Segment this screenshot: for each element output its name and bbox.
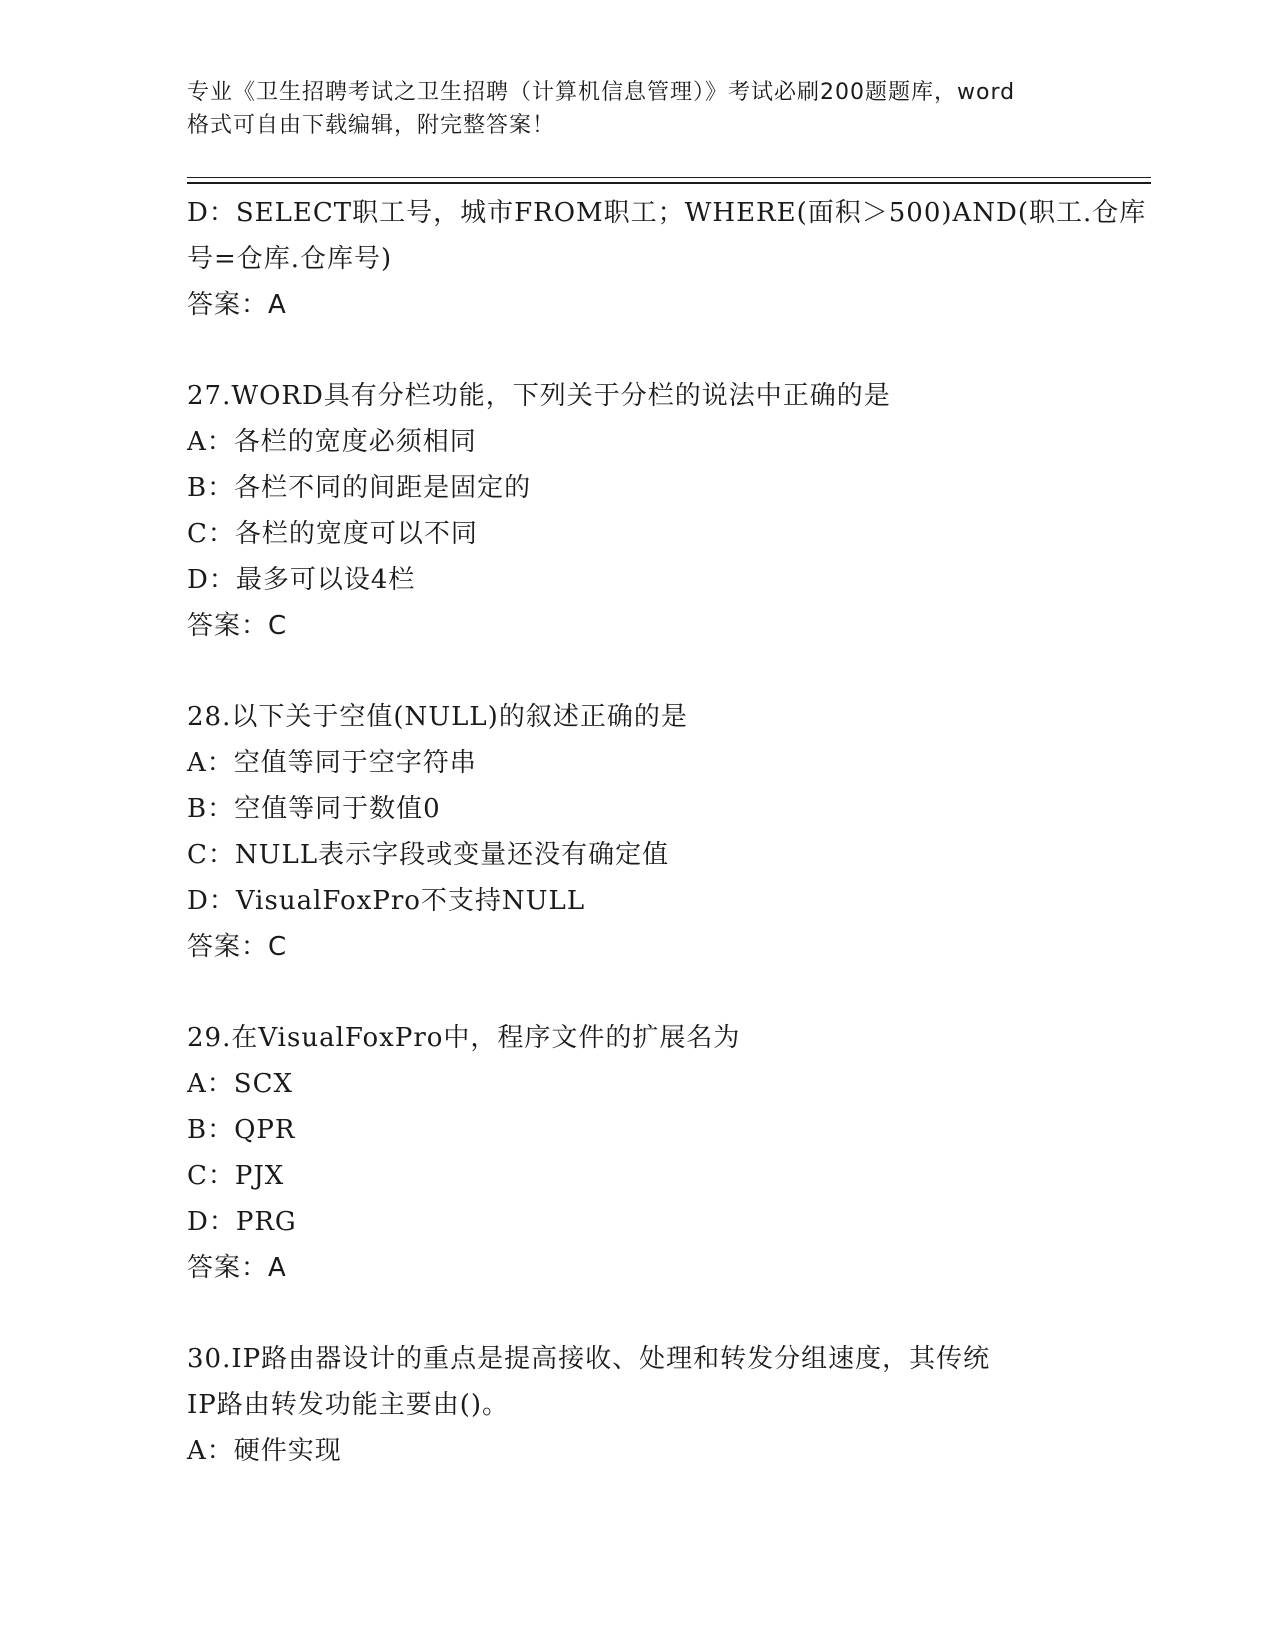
block-spacer xyxy=(187,970,1087,1015)
block-spacer xyxy=(187,328,1087,373)
question-stem-continued: IP路由转发功能主要由()。 xyxy=(187,1390,510,1420)
option-a: A：硬件实现 xyxy=(187,1436,342,1466)
header-line-1: 专业《卫生招聘考试之卫生招聘（计算机信息管理）》考试必刷200题题库，word xyxy=(187,80,1016,105)
option-d: D：PRG xyxy=(187,1207,297,1237)
answer-line: 答案：C xyxy=(187,932,288,962)
question-list xyxy=(187,190,1147,1474)
answer-line: 答案：A xyxy=(187,290,287,320)
header-line-2: 格式可自由下载编辑，附完整答案！ xyxy=(187,113,556,138)
document-header xyxy=(187,76,1087,142)
question-line: D：SELECT职工号，城市FROM职工；WHERE(面积＞500)AND(职工.仓库 xyxy=(187,198,1147,228)
option-d: D：最多可以设4栏 xyxy=(187,565,416,595)
option-b: B：各栏不同的间距是固定的 xyxy=(187,473,532,503)
option-c: C：PJX xyxy=(187,1161,285,1191)
question-block xyxy=(187,190,1147,328)
option-d: D：VisualFoxPro不支持NULL xyxy=(187,886,586,916)
question-stem: 27.WORD具有分栏功能，下列关于分栏的说法中正确的是 xyxy=(187,381,891,411)
question-block xyxy=(187,373,1087,649)
question-stem: 29.在VisualFoxPro中，程序文件的扩展名为 xyxy=(187,1023,741,1053)
answer-line: 答案：C xyxy=(187,611,288,641)
question-block xyxy=(187,1336,1087,1474)
header-divider-thick xyxy=(187,182,1151,184)
option-c: C：NULL表示字段或变量还没有确定值 xyxy=(187,840,670,870)
option-b: B：QPR xyxy=(187,1115,296,1145)
option-a: A：SCX xyxy=(187,1069,293,1099)
option-c: C：各栏的宽度可以不同 xyxy=(187,519,478,549)
question-stem: 28.以下关于空值(NULL)的叙述正确的是 xyxy=(187,702,688,732)
option-a: A：空值等同于空字符串 xyxy=(187,748,477,778)
question-block xyxy=(187,1015,1087,1291)
answer-line: 答案：A xyxy=(187,1253,287,1283)
header-divider-thin xyxy=(187,177,1151,178)
block-spacer xyxy=(187,1291,1087,1336)
question-stem: 30.IP路由器设计的重点是提高接收、处理和转发分组速度，其传统 xyxy=(187,1344,991,1374)
question-line: 号=仓库.仓库号) xyxy=(187,244,393,274)
block-spacer xyxy=(187,649,1087,694)
option-a: A：各栏的宽度必须相同 xyxy=(187,427,477,457)
question-block xyxy=(187,694,1087,970)
option-b: B：空值等同于数值0 xyxy=(187,794,441,824)
